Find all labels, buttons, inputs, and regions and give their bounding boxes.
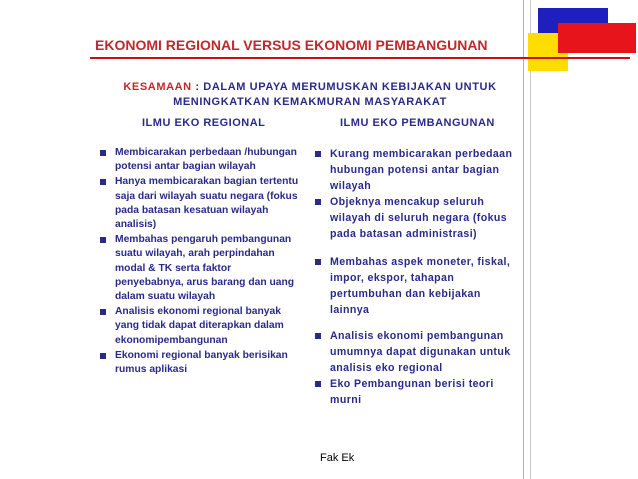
list-item: [315, 146, 515, 194]
list-item-text: Analisis ekonomi pembangunan umumnya dapat digunakan untuk analisis eko regional: [330, 330, 511, 374]
bullet-icon: [100, 309, 106, 315]
list-item: [100, 349, 300, 377]
bullet-icon: [315, 381, 321, 387]
list-item: [315, 376, 515, 408]
decor-vertical-line: [523, 0, 524, 479]
list-item: [100, 175, 300, 232]
list-item-text: Analisis ekonomi regional banyak yang tidak dapat diterapkan dalam ekonomipembangunan: [115, 306, 284, 346]
list-item: [100, 146, 300, 174]
list-item-text: Ekonomi regional banyak berisikan rumus aplikasi: [115, 349, 288, 376]
list-item: [315, 254, 515, 318]
list-item-text: Objeknya mencakup seluruh wilayah di seluruh negara (fokus pada batasan administrasi): [330, 196, 508, 240]
bullet-icon: [315, 333, 321, 339]
bullet-icon: [100, 179, 106, 185]
list-item-text: Kurang membicarakan perbedaan hubungan potensi antar bagian wilayah: [330, 148, 513, 192]
list-item: [100, 233, 300, 304]
slide-title: EKONOMI REGIONAL VERSUS EKONOMI PEMBANGUNAN: [95, 37, 488, 53]
list-item-text: Membahas pengaruh pembangunan suatu wilayah, arah perpindahan modal & TK serta faktor penyebabnya, arus barang dan uang dalam suatu wilayah: [115, 234, 295, 303]
right-column-list: [315, 146, 515, 408]
list-item: [315, 328, 515, 376]
slide-footer: Fak Ek: [320, 452, 355, 464]
list-item-text: Membicarakan perbedaan /hubungan potensi antar bagian wilayah: [115, 147, 297, 173]
bullet-icon: [100, 150, 106, 156]
list-item: [100, 305, 300, 348]
bullet-icon: [100, 353, 106, 359]
decor-vertical-line: [530, 0, 531, 479]
list-item-text: Hanya membicarakan bagian tertentu saja dari wilayah suatu negara (fokus pada batasan kesatuan wilayah analisis): [115, 176, 299, 231]
bullet-icon: [315, 199, 321, 205]
bullet-icon: [315, 259, 321, 265]
list-item-text: Membahas aspek moneter, fiskal, impor, ekspor, tahapan pertumbuhan dan kebijakan lainnya: [330, 256, 511, 316]
decor-red-bar: [558, 23, 636, 53]
list-item-text: Eko Pembangunan berisi teori murni: [330, 378, 494, 406]
bullet-icon: [100, 237, 106, 243]
kesamaan-label: KESAMAAN: [123, 81, 192, 93]
bullet-icon: [315, 151, 321, 157]
kesamaan-text: : DALAM UPAYA MERUMUSKAN KEBIJAKAN UNTUK MENINGKATKAN KEMAKMURAN MASYARAKAT: [173, 81, 497, 108]
title-underline: [90, 57, 630, 59]
right-column-heading: ILMU EKO PEMBANGUNAN: [340, 117, 495, 129]
left-column-list: [100, 146, 300, 377]
kesamaan-statement: [100, 80, 520, 110]
left-column-heading: ILMU EKO REGIONAL: [142, 117, 266, 129]
list-item: [315, 194, 515, 242]
